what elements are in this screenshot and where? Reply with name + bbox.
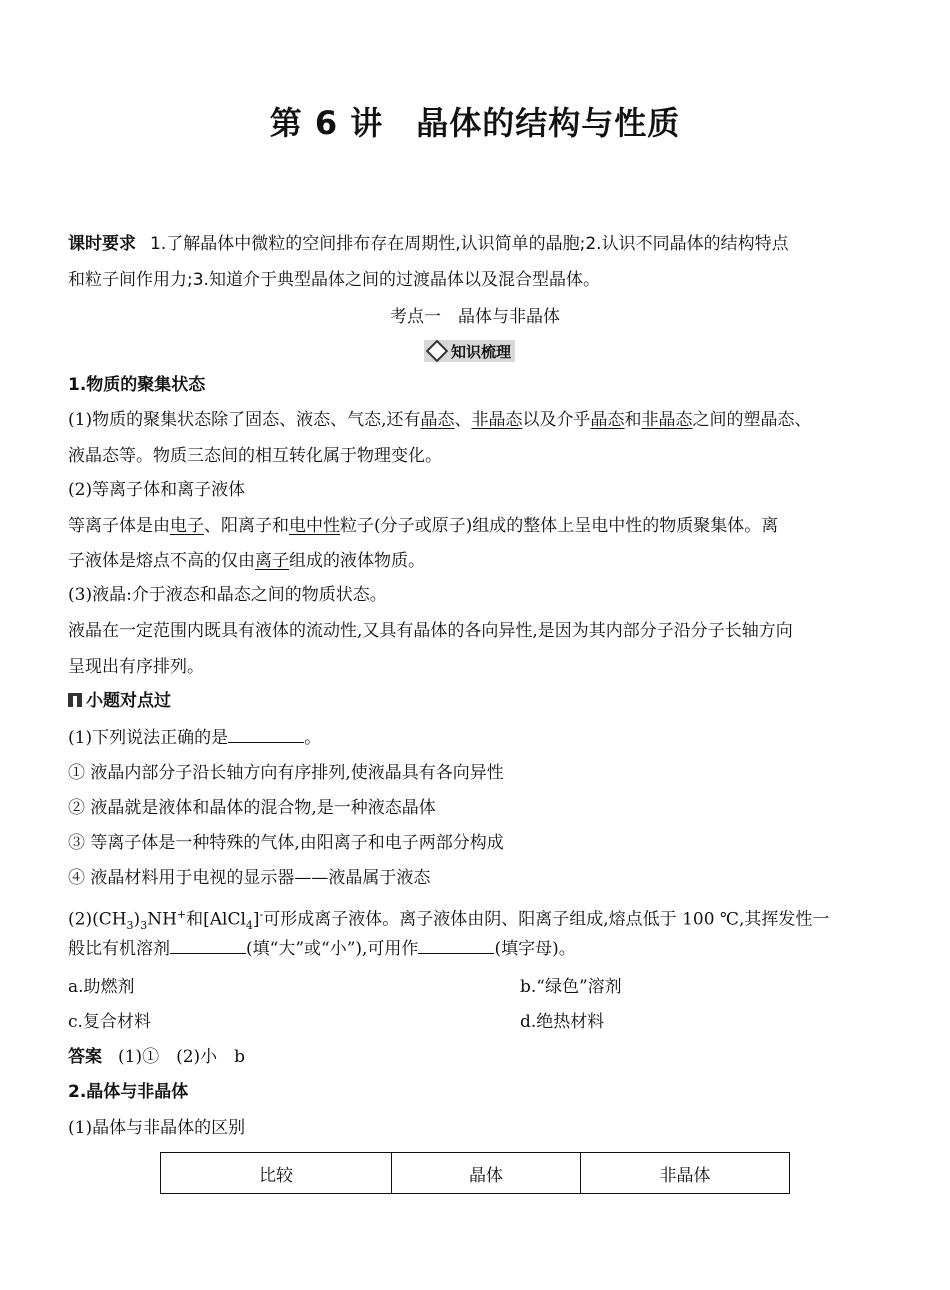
table-header-compare: 比较 — [161, 1153, 392, 1194]
requirements-line-1: 1.了解晶体中微粒的空间排布存在周期性,认识简单的晶胞;2.认识不同晶体的结构特点 — [150, 234, 789, 254]
heading-liquid-crystal: (3)液晶:介于液态和晶态之间的物质状态。 — [68, 585, 387, 605]
paragraph-3-line-2: 呈现出有序排列。 — [68, 657, 204, 677]
table-header-row — [161, 1153, 790, 1194]
badge-label: 知识梳理 — [451, 342, 512, 361]
bookmark-icon — [68, 693, 82, 707]
option-4: ④ 液晶材料用于电视的显示器——液晶属于液态 — [68, 868, 431, 888]
practice-heading: 小题对点过 — [68, 687, 171, 715]
page-title: 第 6 讲 晶体的结构与性质 — [269, 104, 681, 142]
diamond-icon — [426, 340, 449, 363]
choices-row-1 — [68, 970, 890, 1005]
heading-aggregation-states: 1.物质的聚集状态 — [68, 375, 206, 395]
answer-line — [68, 1040, 890, 1075]
comparison-table — [160, 1152, 790, 1194]
course-requirements — [68, 226, 890, 298]
option-3: ③ 等离子体是一种特殊的气体,由阳离子和电子两部分构成 — [68, 833, 504, 853]
option-2: ② 液晶就是液体和晶体的混合物,是一种液态晶体 — [68, 798, 436, 818]
requirements-line-2: 和粒子间作用力;3.知道介于典型晶体之间的过渡晶体以及混合型晶体。 — [68, 270, 600, 290]
table-header-amorphous: 非晶体 — [581, 1153, 790, 1194]
paragraph-2-line-2: 子液体是熔点不高的仅由离子组成的液体物质。 — [68, 551, 425, 571]
paragraph-2-line-1: 等离子体是由电子、阳离子和电中性粒子(分子或原子)组成的整体上呈电中性的物质聚集体。离 — [68, 516, 779, 536]
option-1: ① 液晶内部分子沿长轴方向有序排列,使液晶具有各向异性 — [68, 763, 504, 783]
table-header-crystal: 晶体 — [392, 1153, 581, 1194]
paragraph-4: (1)晶体与非晶体的区别 — [68, 1118, 246, 1138]
choice-b: b.“绿色”溶剂 — [520, 977, 622, 997]
question-2-line-1: $(2)(CH_3)_3NH^+$和[AlCl$_4$]-可形成离子液体。离子液体由阴、阳离子组成,熔点低于 100 ℃,其挥发性一 — [68, 908, 830, 933]
paragraph-1-line-1: (1)物质的聚集状态除了固态、液态、气态,还有晶态、非晶态以及介乎晶态和非晶态之间的塑晶态、 — [68, 410, 812, 430]
answer-label: 答案 — [68, 1047, 102, 1067]
knowledge-badge — [424, 340, 515, 362]
choice-d: d.绝热材料 — [520, 1012, 605, 1032]
question-1: (1)下列说法正确的是 。 — [68, 728, 322, 748]
answer-blank-2 — [170, 937, 246, 954]
choices-row-2 — [68, 1005, 890, 1040]
heading-crystal-amorphous: 2.晶体与非晶体 — [68, 1082, 189, 1102]
choice-a: a.助燃剂 — [68, 977, 135, 997]
heading-plasma-ionic-liquid: (2)等离子体和离子液体 — [68, 480, 246, 500]
answer-blank-3 — [418, 937, 494, 954]
choice-c: c.复合材料 — [68, 1012, 151, 1032]
answer-blank-1 — [228, 726, 304, 743]
question-2-line-2: 般比有机溶剂 (填“大”或“小”),可用作 (填字母)。 — [68, 939, 576, 959]
requirements-label: 课时要求 — [68, 234, 136, 254]
answer-text: (1)① (2)小 b — [118, 1047, 246, 1067]
paragraph-1-line-2: 液晶态等。物质三态间的相互转化属于物理变化。 — [68, 446, 442, 466]
section-title: 考点一 晶体与非晶体 — [390, 307, 560, 327]
paragraph-3-line-1: 液晶在一定范围内既具有液体的流动性,又具有晶体的各向异性,是因为其内部分子沿分子长轴方向 — [68, 621, 793, 641]
